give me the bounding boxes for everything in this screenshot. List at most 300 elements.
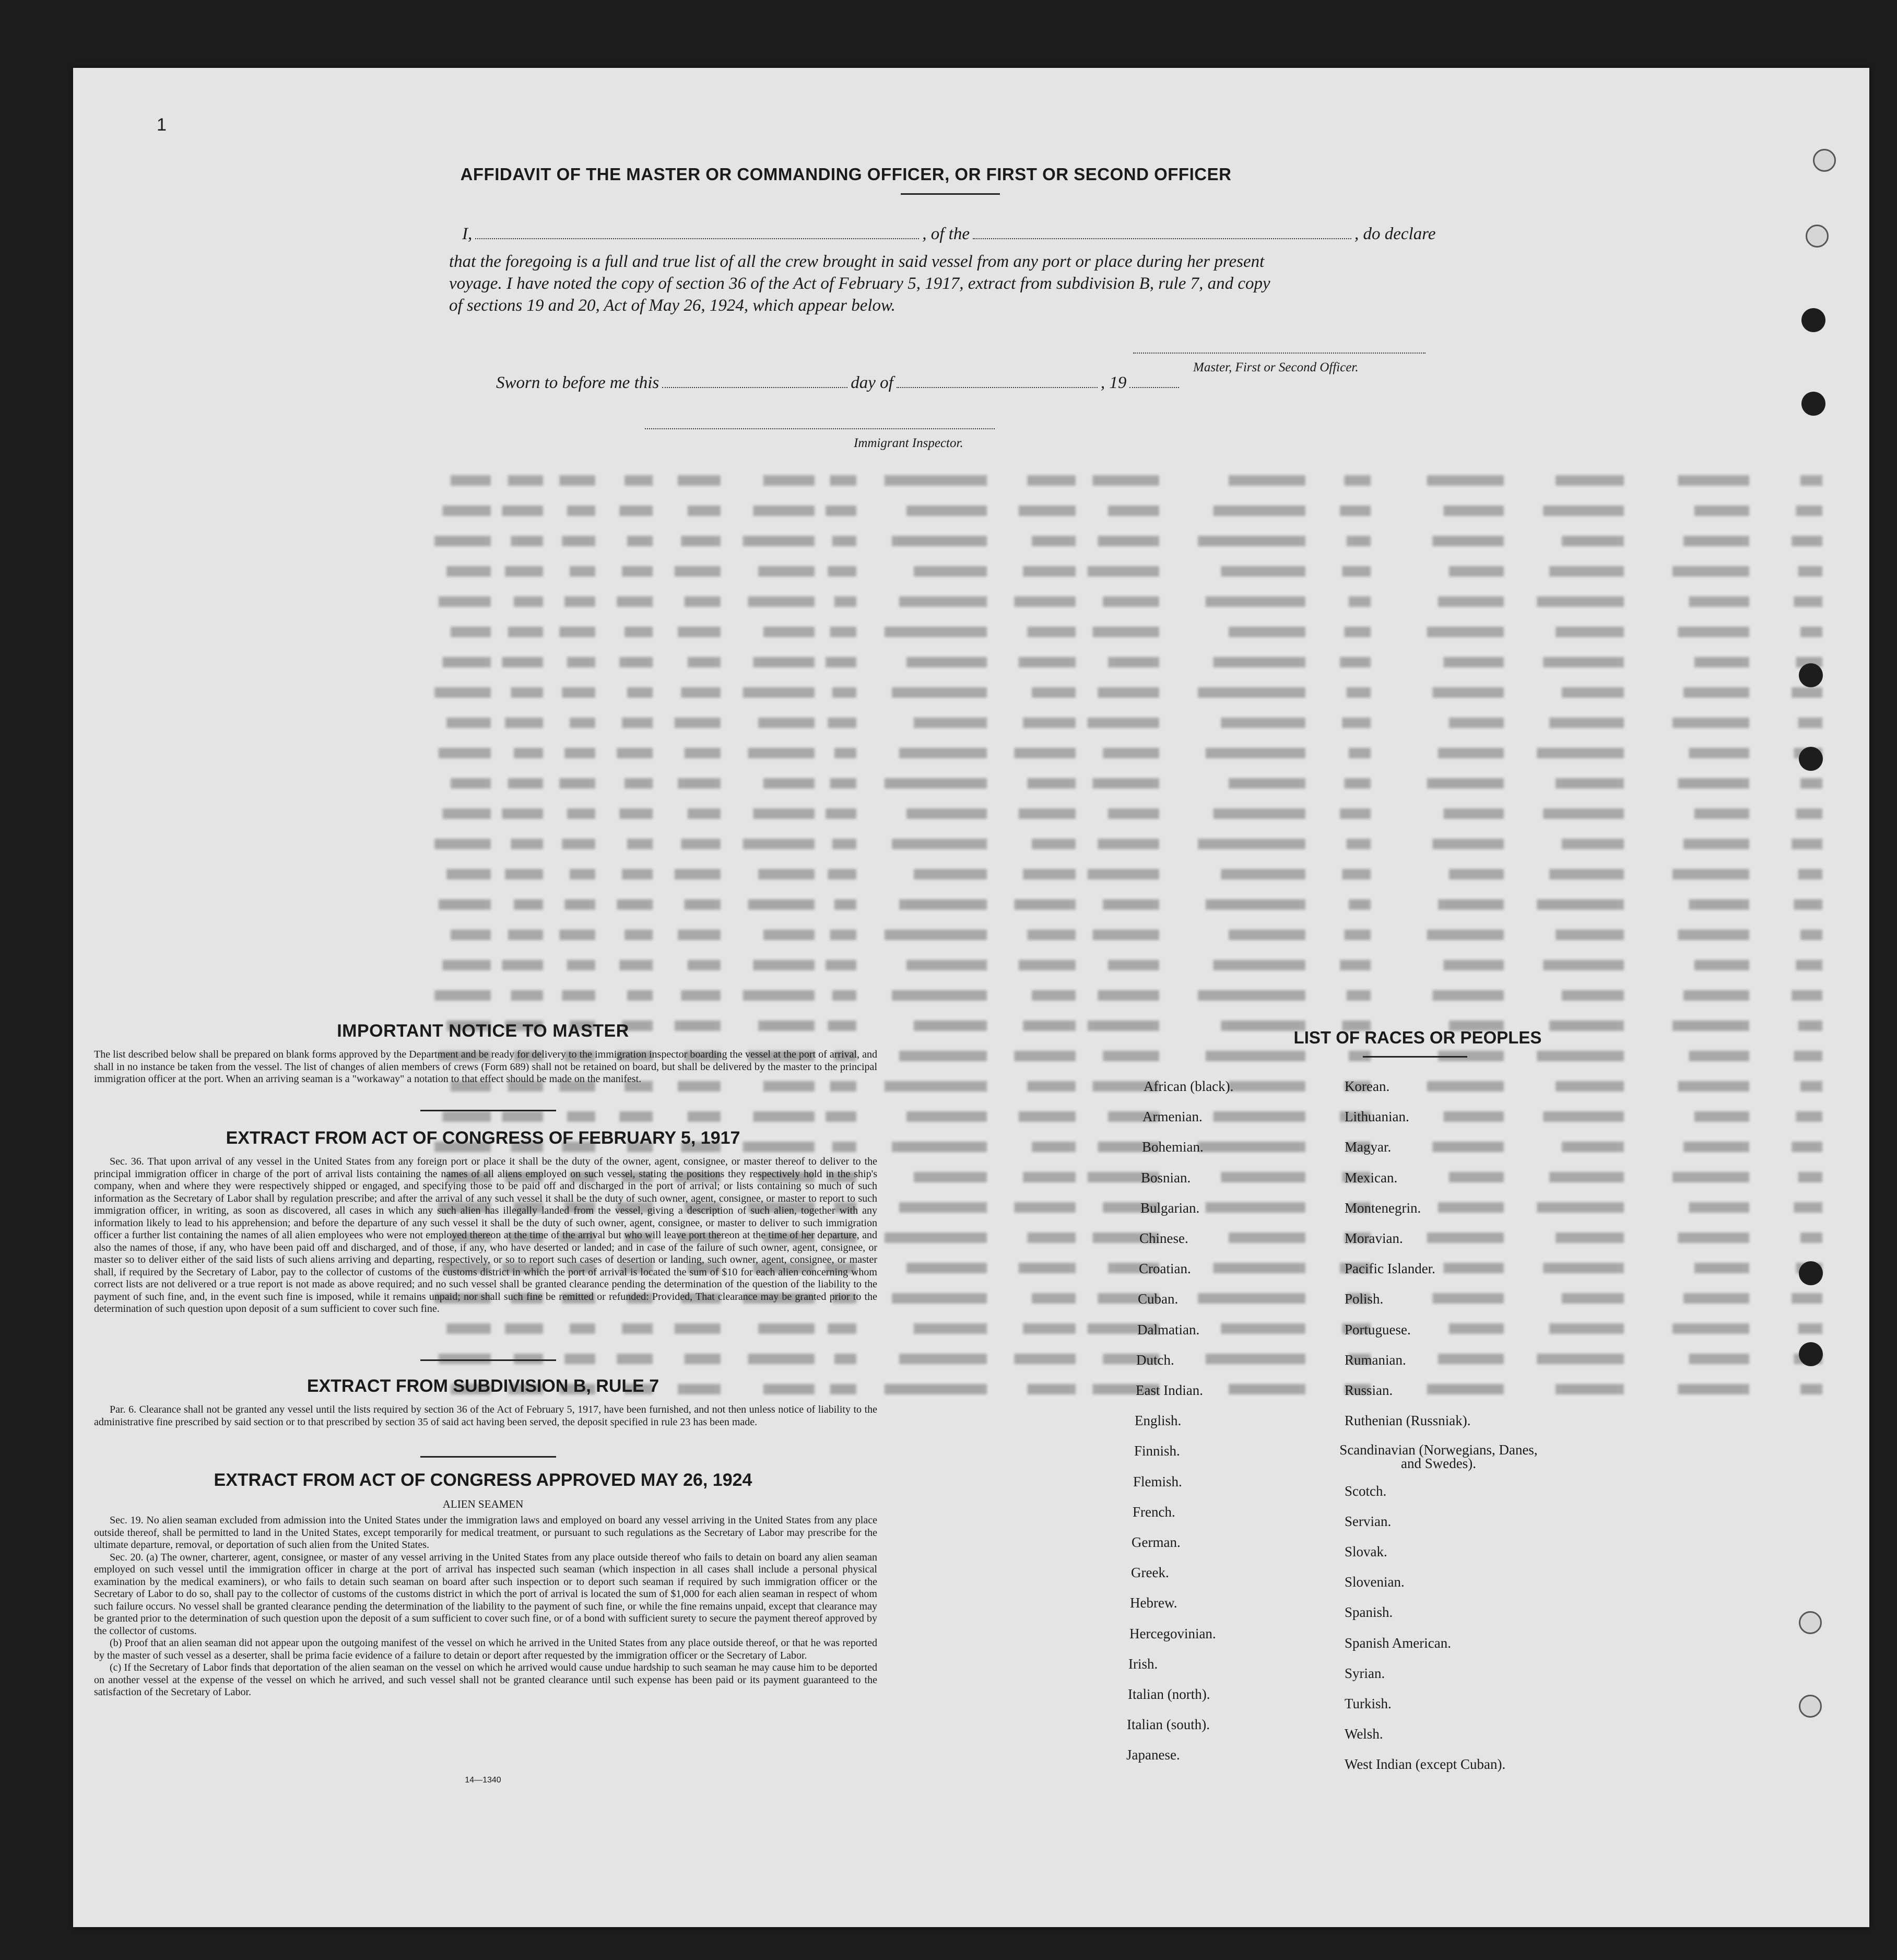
bleed-mark: [885, 1081, 987, 1092]
declarant-prefix: I,: [462, 225, 473, 243]
bleed-mark: [1093, 627, 1159, 637]
bleed-mark: [688, 960, 721, 970]
bleed-mark: [1198, 1293, 1305, 1304]
bleed-mark: [1014, 1202, 1076, 1213]
bleed-mark: [1023, 869, 1076, 879]
bleed-mark: [1537, 1051, 1624, 1061]
bleed-mark: [505, 718, 543, 728]
title-rule: [901, 193, 1000, 195]
extract-1917-rule: [420, 1359, 556, 1361]
bleed-mark: [1345, 778, 1371, 789]
bleed-mark: [1556, 1233, 1624, 1243]
binder-ring: [1799, 1611, 1822, 1634]
race-item: German.: [1132, 1534, 1181, 1550]
bleed-mark: [1449, 869, 1504, 879]
bleed-mark: [1093, 778, 1159, 789]
bleed-mark: [826, 960, 856, 970]
bleed-mark: [1794, 899, 1822, 910]
bleed-mark: [434, 687, 491, 698]
bleed-mark: [625, 627, 653, 637]
race-item: Turkish.: [1345, 1696, 1392, 1711]
bleed-mark: [1694, 960, 1749, 970]
bleed-mark: [446, 718, 491, 728]
bleed-mark: [439, 748, 491, 758]
bleed-mark: [1562, 839, 1624, 849]
sworn-year-blank[interactable]: [1129, 387, 1179, 388]
inspector-signature-label: Immigrant Inspector.: [854, 436, 963, 450]
races-rule: [1363, 1056, 1467, 1058]
bleed-mark: [1672, 869, 1749, 879]
bleed-mark: [1794, 1202, 1822, 1213]
bleed-mark: [1556, 475, 1624, 486]
bleed-mark: [619, 657, 653, 667]
bleed-mark: [1537, 899, 1624, 910]
bleed-mark: [753, 506, 815, 516]
race-item: Bosnian.: [1141, 1169, 1191, 1186]
bleed-mark: [1108, 657, 1159, 667]
bleed-mark: [1028, 627, 1076, 637]
bleed-mark: [688, 808, 721, 819]
bleed-mark: [1229, 1233, 1305, 1243]
bleed-mark: [906, 1263, 987, 1273]
bleed-mark: [1206, 899, 1305, 910]
bleed-mark: [451, 778, 491, 789]
bleed-mark: [1794, 596, 1822, 607]
sec-19: Sec. 19. No alien seaman excluded from admission into the United States under the immigration laws and employed on board any vessel arriving in the United States from any place outside thereof, shall be permitted to land in the United States, except temporarily for medical treatment, or pursuant to such regulations as the Secretary of Labor may prescribe for the ultimate departure, removal, or deportation of such alien from the United States.: [94, 1515, 877, 1551]
bleed-mark: [1549, 1172, 1624, 1182]
bleed-mark: [1108, 808, 1159, 819]
bleed-mark: [681, 536, 721, 546]
race-item: Syrian.: [1345, 1665, 1385, 1681]
bleed-mark: [899, 596, 987, 607]
bleed-mark: [678, 778, 721, 789]
bleed-mark: [1032, 839, 1076, 849]
bleed-mark: [443, 506, 491, 516]
bleed-mark: [1444, 960, 1504, 970]
bleed-mark: [1103, 1051, 1159, 1061]
bleed-mark: [1221, 566, 1305, 577]
bleed-mark: [1427, 930, 1504, 940]
bleed-mark: [1213, 1111, 1305, 1122]
race-item: Finnish.: [1134, 1443, 1180, 1459]
bleed-mark: [753, 960, 815, 970]
race-item: Bulgarian.: [1140, 1200, 1200, 1216]
bleed-mark: [508, 778, 543, 789]
bleed-mark: [675, 1323, 721, 1334]
bleed-mark: [627, 536, 653, 546]
bleed-mark: [834, 1354, 856, 1364]
bleed-mark: [685, 899, 721, 910]
bleed-mark: [622, 566, 653, 577]
bleed-mark: [1342, 566, 1371, 577]
affidavit-title: AFFIDAVIT OF THE MASTER OR COMMANDING OFFICER, OR FIRST OR SECOND OFFICER: [460, 165, 1232, 184]
bleed-mark: [1433, 536, 1504, 546]
sworn-line: [496, 373, 1182, 393]
bleed-mark: [1683, 839, 1749, 849]
bleed-mark: [1444, 506, 1504, 516]
bleed-mark: [743, 687, 815, 698]
race-item: Pacific Islander.: [1345, 1261, 1435, 1277]
bleed-mark: [443, 960, 491, 970]
bleed-mark: [1349, 748, 1371, 758]
bleed-mark: [564, 1354, 595, 1364]
binder-hole: [1801, 392, 1825, 416]
bleed-mark: [1229, 778, 1305, 789]
bleed-mark: [1438, 596, 1504, 607]
bleed-mark: [567, 657, 595, 667]
bleed-mark: [619, 960, 653, 970]
bleed-mark: [1672, 718, 1749, 728]
binder-hole: [1799, 1261, 1823, 1285]
bleed-mark: [763, 627, 815, 637]
bleed-mark: [502, 960, 543, 970]
bleed-mark: [1798, 718, 1822, 728]
bleed-mark: [1198, 839, 1305, 849]
bleed-mark: [892, 687, 987, 698]
form-number: 14—1340: [465, 1776, 501, 1785]
bleed-mark: [1221, 869, 1305, 879]
bleed-mark: [1444, 1263, 1504, 1273]
bleed-mark: [1349, 899, 1371, 910]
bleed-mark: [559, 778, 595, 789]
sec-20c: (c) If the Secretary of Labor finds that deportation of the alien seaman on the vessel on which he arrived would cause undue hardship to such seaman he may cause him to be deported on another vessel at the expense of the vessel on which he arrived, and such vessel shall not be granted clearance until such expense has been paid or its payment guaranteed to the satisfaction of the Secretary of Labor.: [94, 1662, 877, 1698]
bleed-mark: [1537, 596, 1624, 607]
bleed-mark: [830, 627, 856, 637]
bleed-mark: [681, 687, 721, 698]
race-item: Italian (north).: [1128, 1686, 1210, 1702]
bleed-mark: [1562, 536, 1624, 546]
bleed-mark: [885, 930, 987, 940]
bleed-mark: [1694, 657, 1749, 667]
bleed-mark: [1537, 748, 1624, 758]
binder-hole: [1799, 747, 1823, 771]
bleed-mark: [1689, 899, 1750, 910]
bleed-mark: [1347, 990, 1371, 1001]
race-item: Greek.: [1131, 1565, 1169, 1581]
bleed-mark: [1014, 748, 1076, 758]
bleed-mark: [1088, 1020, 1159, 1031]
bleed-mark: [763, 930, 815, 940]
race-item: Rumanian.: [1345, 1352, 1406, 1368]
races-title: LIST OF RACES OR PEOPLES: [1293, 1028, 1542, 1047]
race-item: Croatian.: [1139, 1261, 1191, 1277]
bleed-mark: [1221, 1323, 1305, 1334]
race-item: Spanish.: [1345, 1604, 1393, 1621]
race-item: French.: [1133, 1504, 1175, 1520]
bleed-mark: [1683, 990, 1749, 1001]
race-item: Korean.: [1345, 1078, 1390, 1094]
bleed-mark: [1438, 748, 1504, 758]
bleed-mark: [1229, 475, 1305, 486]
bleed-mark: [1798, 1020, 1822, 1031]
sec-20b: (b) Proof that an alien seaman did not appear upon the outgoing manifest of the vessel on which he arrived in the United States from any place outside thereof, or that he was reported by the master of such vessel as a deserter, shall be prima facie evidence of a failure to detain or deport after requested by the immigration officer or the Secretary of Labor.: [94, 1637, 877, 1661]
bleed-mark: [688, 506, 721, 516]
bleed-mark: [505, 869, 543, 879]
bleed-mark: [758, 1323, 815, 1334]
bleed-mark: [1796, 1111, 1822, 1122]
bleed-mark: [1543, 506, 1624, 516]
bleed-mark: [885, 627, 987, 637]
bleed-mark: [1562, 687, 1624, 698]
bleed-mark: [1800, 1081, 1822, 1092]
bleed-mark: [562, 839, 595, 849]
bleed-mark: [1438, 1354, 1504, 1364]
bleed-mark: [567, 960, 595, 970]
bleed-mark: [1206, 748, 1305, 758]
bleed-mark: [914, 1172, 987, 1182]
bleed-mark: [622, 718, 653, 728]
bleed-mark: [885, 778, 987, 789]
race-item: Japanese.: [1126, 1747, 1180, 1763]
bleed-mark: [1340, 506, 1371, 516]
bleed-mark: [1032, 1142, 1076, 1152]
race-item: Portuguese.: [1345, 1321, 1411, 1337]
bleed-mark: [1213, 808, 1305, 819]
bleed-mark: [1444, 1111, 1504, 1122]
bleed-mark: [1213, 1263, 1305, 1273]
bleed-mark: [675, 566, 721, 577]
bleed-mark: [439, 1354, 491, 1364]
bleed-mark: [617, 899, 653, 910]
bleed-mark: [914, 1020, 987, 1031]
sworn-month-blank[interactable]: [897, 387, 1098, 388]
bleed-mark: [748, 748, 815, 758]
bleed-mark: [1449, 718, 1504, 728]
bleed-mark: [508, 627, 543, 637]
bleed-mark: [753, 808, 815, 819]
race-item: Slovenian.: [1345, 1574, 1405, 1590]
bleed-mark: [1449, 1323, 1504, 1334]
bleed-mark: [1672, 566, 1749, 577]
bleed-mark: [763, 475, 815, 486]
race-item: Magyar.: [1345, 1139, 1392, 1155]
bleed-mark: [562, 687, 595, 698]
year-label: , 19: [1100, 373, 1127, 392]
bleed-mark: [514, 899, 543, 910]
bleed-mark: [678, 627, 721, 637]
bleed-mark: [446, 1323, 491, 1334]
bleed-mark: [439, 899, 491, 910]
bleed-mark: [508, 475, 543, 486]
bleed-mark: [1556, 930, 1624, 940]
bleed-mark: [1792, 1293, 1822, 1304]
bleed-mark: [1792, 1142, 1822, 1152]
bleed-mark: [1800, 778, 1822, 789]
race-item: English.: [1135, 1413, 1182, 1429]
bleed-mark: [1028, 1233, 1076, 1243]
bleed-mark: [627, 990, 653, 1001]
bleed-mark: [625, 778, 653, 789]
bleed-mark: [625, 930, 653, 940]
bleed-mark: [446, 869, 491, 879]
bleed-mark: [1103, 596, 1159, 607]
bleed-mark: [1678, 1081, 1750, 1092]
bleed-mark: [1433, 839, 1504, 849]
bleed-mark: [1689, 596, 1750, 607]
bleed-mark: [1014, 899, 1076, 910]
bleed-mark: [828, 566, 856, 577]
bleed-mark: [1689, 1202, 1750, 1213]
binder-hole: [1801, 308, 1825, 332]
bleed-mark: [743, 536, 815, 546]
bleed-mark: [1798, 1323, 1822, 1334]
bleed-mark: [514, 748, 543, 758]
day-of-label: day of: [851, 373, 893, 392]
extract-1924-body: [94, 1515, 877, 1699]
vessel-blank[interactable]: [973, 238, 1351, 239]
bleed-mark: [1556, 627, 1624, 637]
race-item: Scandinavian (Norwegians, Danes, and Swedes).: [1339, 1442, 1538, 1472]
bleed-mark: [885, 475, 987, 486]
bleed-mark: [1028, 778, 1076, 789]
bleed-mark: [434, 536, 491, 546]
extract-1924-title: EXTRACT FROM ACT OF CONGRESS APPROVED MAY 26, 1924: [214, 1470, 752, 1490]
bleed-mark: [1792, 687, 1822, 698]
bleed-mark: [1427, 778, 1504, 789]
race-item: Russian.: [1345, 1382, 1393, 1398]
bleed-mark: [685, 596, 721, 607]
race-item: West Indian (except Cuban).: [1345, 1756, 1506, 1773]
sworn-day-blank[interactable]: [662, 387, 847, 388]
bleed-mark: [1229, 930, 1305, 940]
bleed-mark: [1093, 930, 1159, 940]
alien-seamen-subtitle: ALIEN SEAMEN: [442, 1498, 524, 1510]
bleed-mark: [1213, 657, 1305, 667]
bleed-mark: [1433, 1293, 1504, 1304]
bleed-mark: [1672, 1323, 1749, 1334]
bleed-mark: [899, 748, 987, 758]
bleed-mark: [1537, 1354, 1624, 1364]
race-item: Polish.: [1345, 1291, 1384, 1307]
bleed-mark: [1444, 808, 1504, 819]
bleed-mark: [1800, 475, 1822, 486]
bleed-mark: [1427, 627, 1504, 637]
bleed-mark: [559, 930, 595, 940]
bleed-mark: [1032, 687, 1076, 698]
extract-rule7-body: Par. 6. Clearance shall not be granted any vessel until the lists required by section 36 of the Act of February 5, 1917, have been furnished, and not then unless notice of liability to the administrative fine prescribed by said section or to that prescribed by section 35 of said act having been served, the deposit specified in rule 23 has been made.: [94, 1404, 877, 1428]
bleed-mark: [678, 930, 721, 940]
bleed-mark: [1213, 506, 1305, 516]
bleed-mark: [562, 990, 595, 1001]
bleed-mark: [1694, 1111, 1749, 1122]
bleed-mark: [1678, 778, 1750, 789]
bleed-mark: [828, 1323, 856, 1334]
bleed-mark: [1032, 536, 1076, 546]
bleed-mark: [1800, 627, 1822, 637]
bleed-mark: [1098, 536, 1159, 546]
bleed-mark: [1023, 1172, 1076, 1182]
bleed-mark: [570, 869, 595, 879]
bleed-mark: [511, 536, 543, 546]
bleed-mark: [832, 687, 856, 698]
declaration-line-4: of sections 19 and 20, Act of May 26, 1924, which appear below.: [449, 296, 896, 315]
extract-rule7-title: EXTRACT FROM SUBDIVISION B, RULE 7: [307, 1376, 659, 1396]
bleed-mark: [1678, 930, 1750, 940]
bleed-mark: [758, 566, 815, 577]
name-blank[interactable]: [475, 238, 919, 239]
bleed-mark: [1683, 536, 1749, 546]
bleed-mark: [443, 808, 491, 819]
bleed-mark: [1427, 475, 1504, 486]
bleed-mark: [1549, 718, 1624, 728]
bleed-mark: [1556, 1384, 1624, 1394]
declaration-line-3: voyage. I have noted the copy of section 36 of the Act of February 5, 1917, extract from subdivision B, rule 7, and copy: [449, 274, 1270, 293]
bleed-mark: [1796, 960, 1822, 970]
bleed-mark: [906, 960, 987, 970]
bleed-mark: [675, 869, 721, 879]
declaration-line-1: [462, 225, 1435, 244]
bleed-mark: [832, 990, 856, 1001]
bleed-mark: [1023, 1323, 1076, 1334]
bleed-mark: [1347, 536, 1371, 546]
bleed-mark: [914, 869, 987, 879]
bleed-mark: [570, 1323, 595, 1334]
race-item: African (black).: [1144, 1078, 1234, 1094]
master-signature-line[interactable]: [1133, 353, 1425, 354]
bleed-mark: [627, 687, 653, 698]
bleed-mark: [514, 596, 543, 607]
bleed-mark: [1014, 596, 1076, 607]
inspector-signature-line[interactable]: [645, 428, 995, 429]
bleed-mark: [1543, 960, 1624, 970]
bleed-mark: [1019, 1111, 1076, 1122]
bleed-mark: [1798, 869, 1822, 879]
bleed-mark: [681, 839, 721, 849]
bleed-mark: [675, 718, 721, 728]
bleed-mark: [1108, 506, 1159, 516]
race-item: Spanish American.: [1345, 1635, 1451, 1651]
binder-ring: [1799, 1695, 1822, 1718]
bleed-mark: [748, 596, 815, 607]
bleed-mark: [688, 1111, 721, 1122]
bleed-mark: [1678, 475, 1750, 486]
bleed-mark: [505, 566, 543, 577]
bleed-mark: [1562, 1142, 1624, 1152]
bleed-mark: [1345, 627, 1371, 637]
bleed-mark: [830, 475, 856, 486]
race-item: Ruthenian (Russniak).: [1345, 1413, 1471, 1429]
bleed-mark: [1028, 475, 1076, 486]
bleed-mark: [1206, 596, 1305, 607]
bleed-mark: [1683, 687, 1749, 698]
bleed-mark: [1019, 960, 1076, 970]
bleed-mark: [617, 748, 653, 758]
bleed-mark: [743, 990, 815, 1001]
bleed-mark: [451, 627, 491, 637]
bleed-mark: [564, 748, 595, 758]
bleed-mark: [1206, 1354, 1305, 1364]
race-item: Armenian.: [1142, 1109, 1203, 1125]
bleed-mark: [508, 930, 543, 940]
race-item: Flemish.: [1133, 1473, 1182, 1489]
extract-rule7-rule: [420, 1456, 556, 1458]
declaration-line-2: that the foregoing is a full and true list of all the crew brought in said vessel from any port or place during her present: [449, 252, 1265, 271]
bleed-mark: [1689, 1051, 1750, 1061]
bleed-mark: [1449, 1172, 1504, 1182]
bleed-mark: [1019, 657, 1076, 667]
bleed-mark: [1198, 536, 1305, 546]
bleed-mark: [763, 778, 815, 789]
bleed-mark: [1562, 1293, 1624, 1304]
document-page: [73, 68, 1869, 1927]
bleed-mark: [1345, 475, 1371, 486]
bleed-mark: [619, 808, 653, 819]
bleed-mark: [1792, 536, 1822, 546]
bleed-mark: [1549, 869, 1624, 879]
bleed-mark: [892, 1142, 987, 1152]
bleed-mark: [1032, 990, 1076, 1001]
bleed-mark: [1103, 748, 1159, 758]
